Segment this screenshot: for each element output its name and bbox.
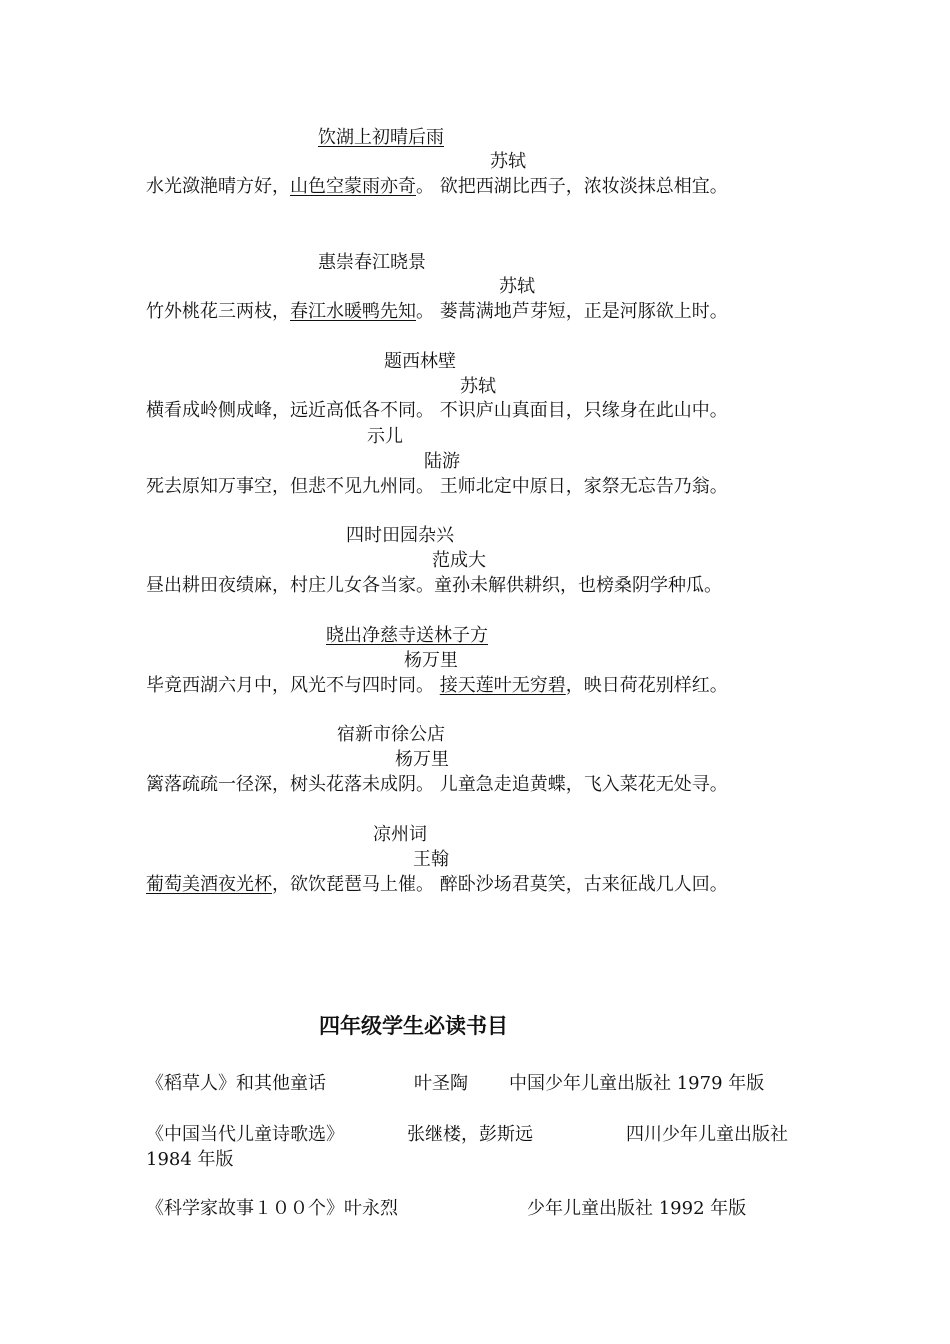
poem-line: 死去原知万事空，但悲不见九州同。 王师北定中原日，家祭无忘告乃翁。 <box>146 476 728 497</box>
poem-author: 王翰 <box>413 849 449 870</box>
poem-title: 示儿 <box>367 426 403 447</box>
poem-title: 四时田园杂兴 <box>346 525 454 546</box>
poem-author: 杨万里 <box>395 749 449 770</box>
poem-line <box>146 176 728 198</box>
poem-author: 杨万里 <box>404 650 458 671</box>
underlined-phrase: 春江水暖鸭先知 <box>290 301 416 322</box>
underlined-phrase: 山色空蒙雨亦奇 <box>290 176 416 197</box>
poem-line: 横看成岭侧成峰，远近高低各不同。 不识庐山真面目，只缘身在此山中。 <box>146 400 728 421</box>
poem-title: 凉州词 <box>373 824 427 845</box>
poem-author: 苏轼 <box>460 376 496 397</box>
poem-line <box>146 874 728 896</box>
poem-line-text: 。 蒌蒿满地芦芽短，正是河豚欲上时。 <box>416 301 728 322</box>
poem-title: 晓出净慈寺送林子方 <box>326 625 488 646</box>
poem-line-text: ，映日荷花别样红。 <box>565 675 728 696</box>
book-publisher: 少年儿童出版社 1992 年版 <box>527 1198 747 1219</box>
book-title: 《中国当代儿童诗歌选》 <box>146 1124 344 1145</box>
book-publisher: 四川少年儿童出版社 <box>626 1124 788 1145</box>
poem-author: 范成大 <box>432 550 486 571</box>
underlined-phrase: 葡萄美酒夜光杯 <box>146 874 272 895</box>
book-author: 叶圣陶 <box>414 1073 468 1094</box>
poem-line-text: 水光潋滟晴方好， <box>146 176 290 197</box>
poem-title: 饮湖上初晴后雨 <box>318 127 444 148</box>
poem-title: 题西林壁 <box>384 351 456 372</box>
poem-line: 昼出耕田夜绩麻，村庄儿女各当家。童孙未解供耕织，也榜桑阴学种瓜。 <box>146 575 722 596</box>
poem-line-text: 。 欲把西湖比西子，浓妆淡抹总相宜。 <box>416 176 728 197</box>
poem-line: 篱落疏疏一径深，树头花落未成阴。 儿童急走追黄蝶，飞入菜花无处寻。 <box>146 774 728 795</box>
poem-author: 苏轼 <box>499 276 535 297</box>
poem-title: 惠崇春江晓景 <box>318 252 426 273</box>
poem-line <box>146 675 728 697</box>
poem-line-text: 毕竟西湖六月中，风光不与四时同。 <box>146 675 440 696</box>
reading-list-heading: 四年级学生必读书目 <box>319 1014 508 1038</box>
poem-author: 陆游 <box>424 451 460 472</box>
poem-author: 苏轼 <box>490 151 526 172</box>
book-author: 张继楼，彭斯远 <box>407 1124 533 1145</box>
poem-line-text: ，欲饮琵琶马上催。 醉卧沙场君莫笑，古来征战几人回。 <box>272 874 728 895</box>
underlined-phrase: 接天莲叶无穷碧 <box>439 675 566 696</box>
poem-line <box>146 301 728 323</box>
book-title: 《科学家故事１００个》叶永烈 <box>146 1198 398 1219</box>
book-title: 《稻草人》和其他童话 <box>146 1073 326 1094</box>
book-publisher-continued: 1984 年版 <box>146 1149 234 1170</box>
book-publisher: 中国少年儿童出版社 1979 年版 <box>509 1073 765 1094</box>
poem-title: 宿新市徐公店 <box>337 724 445 745</box>
poem-line-text: 竹外桃花三两枝， <box>146 301 290 322</box>
